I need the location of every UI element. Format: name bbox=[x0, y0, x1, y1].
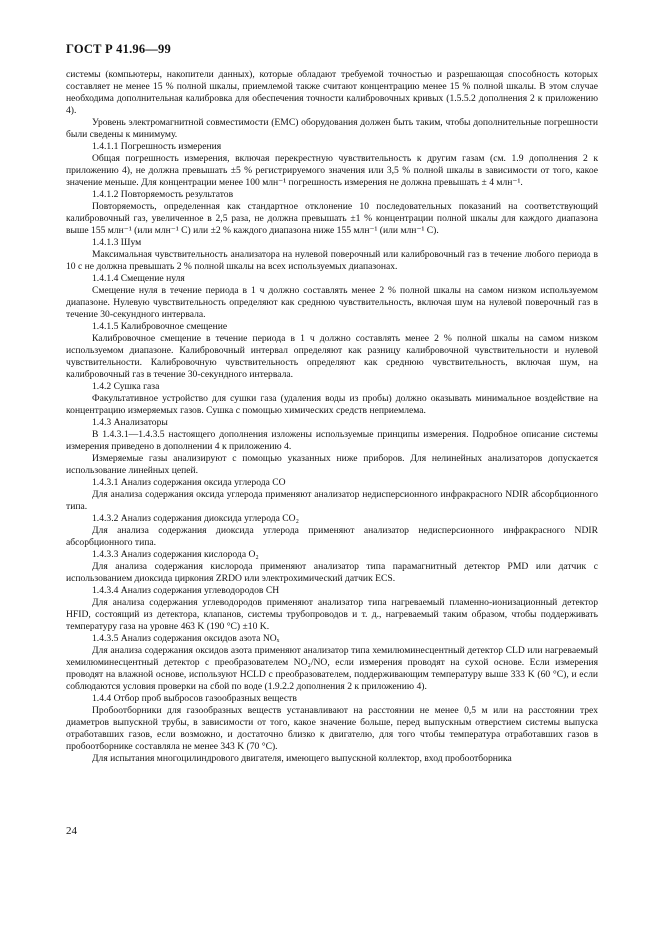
section-heading: 1.4.3.2 Анализ содержания диоксида углерода CO₂ bbox=[92, 513, 299, 524]
section-heading: 1.4.4 Отбор проб выбросов газообразных веществ bbox=[92, 693, 297, 704]
paragraph: Смещение нуля в течение периода в 1 ч должно составлять менее 2 % полной шкалы на самом низком используемом диапазоне. Нулевую чувствительность определяют как среднюю чувствительность, включая шум на нулевой поверочный газ в течение 30-секундного интервала. bbox=[66, 285, 598, 320]
section-heading: 1.4.1.3 Шум bbox=[92, 237, 142, 248]
section-heading: 1.4.1.2 Повторяемость результатов bbox=[92, 189, 234, 200]
section-heading: 1.4.3 Анализаторы bbox=[92, 417, 168, 428]
paragraph: системы (компьютеры, накопители данных), которые обладают требуемой точностью и разрешающая способность которых составляет не менее 15 % полной шкалы, приемлемой также считают концентрацию менее 15 % полной шкалы. В этом случае необходима дополнительная калибровка для обеспечения точности калибровочных кривых (1.5.5.2 дополнения 2 к приложению 4). bbox=[66, 69, 598, 116]
section-heading: 1.4.3.3 Анализ содержания кислорода O₂ bbox=[92, 549, 259, 560]
paragraph: Повторяемость, определенная как стандартное отклонение 10 последовательных показаний на соответствующий калибровочный газ, увеличенное в 2,5 раза, не должна превышать ±1 % концентрации полной шкалы для каждого диапазона выше 155 млн⁻¹ (или млн⁻¹ С) или ±2 % каждого диапазона ниже 155 млн⁻¹ (или млн⁻¹ С). bbox=[66, 201, 598, 236]
paragraph: Для анализа содержания углеводородов применяют анализатор типа нагреваемый пламенно-ионизационный детектор HFID, состоящий из детектора, клапанов, системы трубопроводов и т. д., нагреваемый таким образом, чтобы поддерживать температуру газа на уровне 463 K (190 °C) ±10 K. bbox=[66, 597, 598, 632]
section-heading: 1.4.3.5 Анализ содержания оксидов азота NOₓ bbox=[92, 633, 280, 644]
paragraph: Максимальная чувствительность анализатора на нулевой поверочный или калибровочный газ в течение любого периода в 10 с не должна превышать 2 % полной шкалы на всех используемых диапазонах. bbox=[66, 249, 598, 272]
paragraph: Для испытания многоцилиндрового двигателя, имеющего выпускной коллектор, вход пробоотборника bbox=[92, 753, 512, 764]
section-heading: 1.4.2 Сушка газа bbox=[92, 381, 160, 392]
paragraph: Пробоотборники для газообразных веществ устанавливают на расстоянии не менее 0,5 м или на расстоянии трех диаметров выпускной трубы, в зависимости от того, какое значение больше, перед выпускным отверстием системы выпуска отработавших газов, если возможно, и достаточно близко к двигателю, для того чтобы температура отработавших газов в пробоотборнике составляла не менее 343 K (70 °C). bbox=[66, 705, 598, 752]
section-heading: 1.4.3.1 Анализ содержания оксида углерода CO bbox=[92, 477, 286, 488]
document-body bbox=[66, 69, 598, 765]
paragraph: Факультативное устройство для сушки газа (удаления воды из пробы) должно оказывать минимальное воздействие на концентрацию измеряемых газов. Сушка с помощью химических средств неприемлема. bbox=[66, 393, 598, 416]
paragraph: Для анализа содержания оксидов азота применяют анализатор типа хемилюминесцентный детектор CLD или нагреваемый хемилюминесцентный детектор с преобразователем NO₂/NO, если измерения проводят на сухой основе. Если измерения проводят на влажной основе, используют HCLD с преобразователем, поддерживающим температуру выше 333 K (60 °C), и если соблюдаются условия проверки на сбой по воде (1.9.2.2 дополнения 2 к приложению 4). bbox=[66, 645, 598, 692]
paragraph: В 1.4.3.1—1.4.3.5 настоящего дополнения изложены используемые принципы измерения. Подробное описание системы измерения приведено в дополнении 4 к приложению 4. bbox=[66, 429, 598, 452]
paragraph: Общая погрешность измерения, включая перекрестную чувствительность к другим газам (см. 1.9 дополнения 2 к приложению 4), не должна превышать ±5 % регистрируемого значения или 3,5 % полной шкалы в зависимости от того, какое значение меньше. Для концентрации менее 100 млн⁻¹ погрешность измерения не должна превышать ± 4 млн⁻¹. bbox=[66, 153, 598, 188]
paragraph: Уровень электромагнитной совместимости (EMC) оборудования должен быть таким, чтобы дополнительные погрешности были сведены к минимуму. bbox=[66, 117, 598, 140]
paragraph: Измеряемые газы анализируют с помощью указанных ниже приборов. Для нелинейных анализаторов допускается использование линейных цепей. bbox=[66, 453, 598, 476]
paragraph: Для анализа содержания оксида углерода применяют анализатор недисперсионного инфракрасного NDIR абсорбционного типа. bbox=[66, 489, 598, 512]
page-number: 24 bbox=[66, 825, 77, 837]
paragraph: Для анализа содержания кислорода применяют анализатор типа парамагнитный детектор PMD или датчик с использованием диоксида циркония ZRDO или электрохимический датчик ECS. bbox=[66, 561, 598, 584]
paragraph: Калибровочное смещение в течение периода в 1 ч должно составлять менее 2 % полной шкалы на самом низком используемом диапазоне. Калибровочный интервал определяют как разницу калибровочной чувствительности и нулевой чувствительности. Калибровочную чувствительность определяют как среднюю чувствительность, включая шум, на калибровочный газ в течение 30-секундного интервала. bbox=[66, 333, 598, 380]
document-header: ГОСТ Р 41.96—99 bbox=[66, 42, 171, 56]
section-heading: 1.4.1.5 Калибровочное смещение bbox=[92, 321, 228, 332]
section-heading: 1.4.1.1 Погрешность измерения bbox=[92, 141, 222, 152]
paragraph: Для анализа содержания диоксида углерода применяют анализатор недисперсионного инфракрасного NDIR абсорбционного типа. bbox=[66, 525, 598, 548]
section-heading: 1.4.3.4 Анализ содержания углеводородов CH bbox=[92, 585, 280, 596]
section-heading: 1.4.1.4 Смещение нуля bbox=[92, 273, 185, 284]
